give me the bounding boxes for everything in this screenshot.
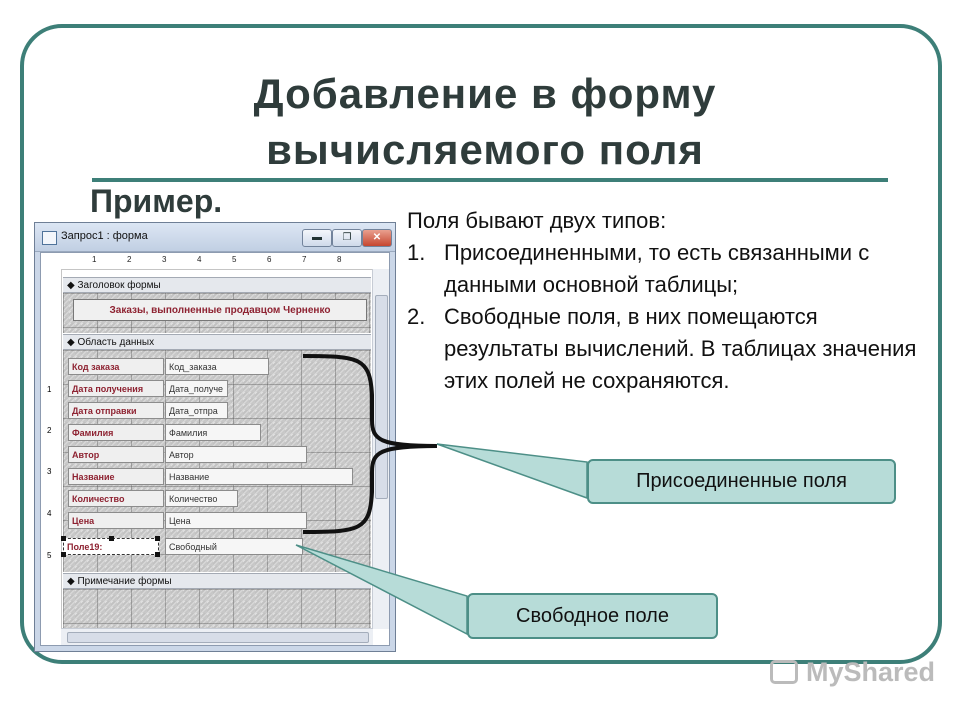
selection-handle[interactable] bbox=[61, 552, 66, 557]
form-footer-band[interactable]: ◆ Примечание формы bbox=[63, 573, 371, 589]
band-label: Область данных bbox=[77, 337, 155, 348]
ruler-mark: 8 bbox=[337, 255, 342, 264]
field-label[interactable]: Название bbox=[68, 468, 164, 485]
horizontal-ruler bbox=[41, 253, 389, 270]
field-control[interactable]: Цена bbox=[165, 512, 307, 529]
field-label[interactable]: Количество bbox=[68, 490, 164, 507]
watermark-text: MyShared bbox=[806, 657, 936, 687]
close-button[interactable]: ✕ bbox=[362, 229, 392, 247]
list-number: 2. bbox=[407, 304, 426, 329]
field-label[interactable]: Код заказа bbox=[68, 358, 164, 375]
form-title-banner[interactable]: Заказы, выполненные продавцом Черненко bbox=[73, 299, 367, 321]
horizontal-scrollbar[interactable] bbox=[61, 628, 373, 645]
minimize-button[interactable]: ▬ bbox=[302, 229, 332, 247]
ruler-mark: 5 bbox=[232, 255, 237, 264]
slide-title bbox=[120, 66, 850, 178]
example-text: Пример bbox=[90, 183, 214, 219]
ruler-mark: 1 bbox=[92, 255, 97, 264]
form-footer-area bbox=[63, 589, 371, 631]
maximize-button[interactable]: ❐ bbox=[332, 229, 362, 247]
description-text bbox=[407, 205, 927, 397]
list-item bbox=[407, 301, 927, 397]
example-label bbox=[90, 183, 222, 220]
field-control[interactable]: Фамилия bbox=[165, 424, 261, 441]
window-titlebar[interactable] bbox=[35, 223, 395, 252]
field-control[interactable]: Код_заказа bbox=[165, 358, 269, 375]
selection-handle[interactable] bbox=[155, 536, 160, 541]
free-field-callout: Свободное поле bbox=[467, 593, 718, 639]
field-label[interactable]: Дата отправки bbox=[68, 402, 164, 419]
detail-band[interactable]: ◆ Область данных bbox=[63, 334, 371, 350]
list-text: Свободные поля, в них помещаются результаты вычислений. В таблицах значения этих полей не сохраняются. bbox=[444, 304, 917, 393]
selection-handle[interactable] bbox=[109, 536, 114, 541]
field-control[interactable]: Дата_получе bbox=[165, 380, 228, 397]
field-label[interactable]: Дата получения bbox=[68, 380, 164, 397]
list-number: 1. bbox=[407, 240, 426, 265]
ruler-mark: 7 bbox=[302, 255, 307, 264]
selection-handle[interactable] bbox=[155, 552, 160, 557]
field-control[interactable]: Дата_отпра bbox=[165, 402, 228, 419]
list-text: Присоединенными, то есть связанными с данными основной таблицы; bbox=[444, 240, 870, 297]
ruler-mark: 5 bbox=[47, 551, 52, 560]
field-control[interactable]: Автор bbox=[165, 446, 307, 463]
vertical-ruler bbox=[41, 269, 62, 629]
form-header-band[interactable]: ◆ Заголовок формы bbox=[63, 277, 371, 293]
band-label: Примечание формы bbox=[77, 576, 172, 587]
band-label: Заголовок формы bbox=[77, 280, 161, 291]
selection-handle[interactable] bbox=[61, 536, 66, 541]
ruler-mark: 4 bbox=[47, 509, 52, 518]
bound-fields-callout: Присоединенные поля bbox=[587, 459, 896, 504]
window-title: Запрос1 : форма bbox=[61, 230, 148, 242]
title-line-2: вычисляемого поля bbox=[266, 126, 704, 173]
ruler-mark: 3 bbox=[162, 255, 167, 264]
field-label[interactable]: Фамилия bbox=[68, 424, 164, 441]
ruler-mark: 2 bbox=[47, 426, 52, 435]
ruler-mark: 2 bbox=[127, 255, 132, 264]
watermark-icon bbox=[770, 660, 798, 684]
title-divider bbox=[92, 178, 888, 182]
field-control[interactable]: Название bbox=[165, 468, 353, 485]
field-control[interactable]: Количество bbox=[165, 490, 238, 507]
ruler-mark: 1 bbox=[47, 385, 52, 394]
form-design-area bbox=[40, 252, 390, 646]
ruler-mark: 3 bbox=[47, 467, 52, 476]
vertical-scrollbar[interactable] bbox=[372, 269, 389, 629]
intro-text: Поля бывают двух типов: bbox=[407, 208, 667, 233]
form-window bbox=[34, 222, 396, 652]
ruler-mark: 4 bbox=[197, 255, 202, 264]
free-field-label[interactable]: Поле19: bbox=[63, 538, 159, 555]
ruler-mark: 6 bbox=[267, 255, 272, 264]
scroll-thumb[interactable] bbox=[67, 632, 369, 643]
title-line-1: Добавление в форму bbox=[253, 70, 717, 117]
scroll-thumb[interactable] bbox=[375, 295, 388, 499]
example-dot: . bbox=[213, 183, 223, 219]
field-label[interactable]: Автор bbox=[68, 446, 164, 463]
form-icon bbox=[42, 231, 57, 245]
free-field-control[interactable]: Свободный bbox=[165, 538, 303, 555]
list-item bbox=[407, 237, 927, 301]
field-label[interactable]: Цена bbox=[68, 512, 164, 529]
